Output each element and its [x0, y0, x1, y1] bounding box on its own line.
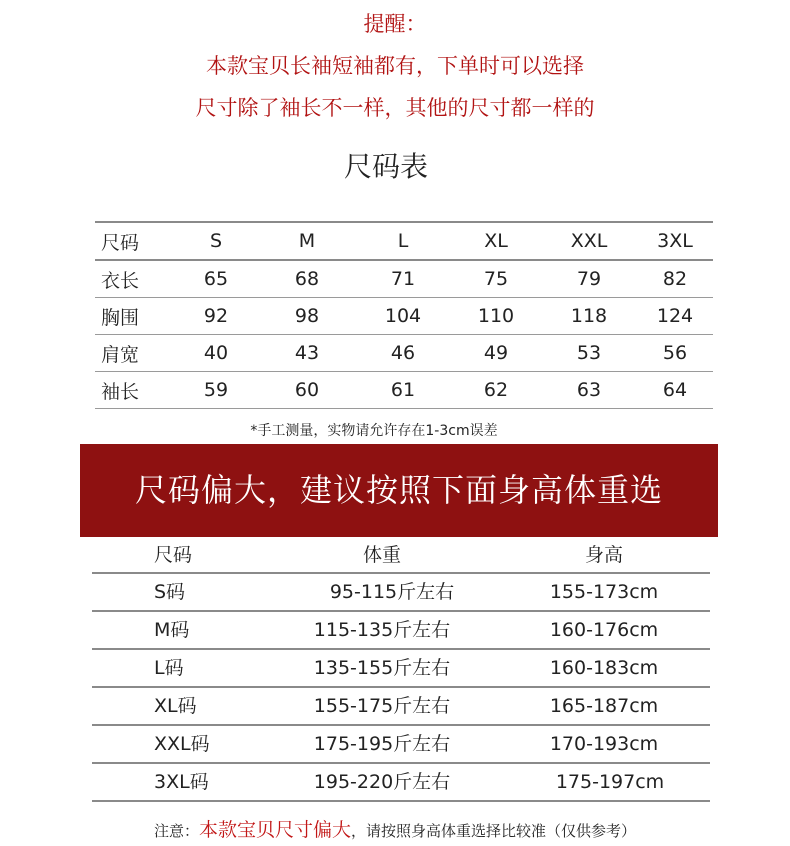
weight-table-header-row	[92, 538, 710, 572]
size-chart-title: 尺码表	[343, 150, 428, 183]
row-label: 衣长	[101, 269, 140, 292]
header-cell: 3XL	[657, 230, 693, 252]
height-cell: 155-173cm	[549, 581, 659, 603]
footnote-prefix: 注意：	[153, 822, 199, 840]
table-rule	[95, 408, 713, 409]
table-cell: 82	[662, 268, 688, 290]
table-cell: 61	[390, 379, 416, 401]
table-cell: 59	[203, 379, 229, 401]
table-cell: 56	[662, 342, 688, 364]
weight-cell: 115-135斤左右	[313, 619, 451, 641]
height-cell: 175-197cm	[555, 771, 665, 793]
table-row	[95, 372, 713, 408]
reminder-line-2: 尺寸除了袖长不一样，其他的尺寸都一样的	[195, 96, 595, 120]
header-cell: 尺码	[101, 231, 140, 254]
size-cell: XL码	[154, 695, 197, 717]
reminder-line-1: 本款宝贝长袖短袖都有，下单时可以选择	[206, 54, 584, 78]
header-cell: XL	[484, 230, 508, 252]
footnote-highlight: 本款宝贝尺寸偏大	[198, 819, 351, 841]
table-cell: 60	[294, 379, 320, 401]
weight-cell: 175-195斤左右	[313, 733, 451, 755]
height-cell: 160-183cm	[549, 657, 659, 679]
header-cell: 尺码	[154, 544, 193, 566]
size-cell: M码	[154, 619, 190, 641]
size-chart-header-row	[95, 223, 713, 259]
size-cell: S码	[154, 581, 186, 603]
table-cell: 64	[662, 379, 688, 401]
size-cell: XXL码	[154, 733, 210, 755]
row-label: 袖长	[101, 380, 140, 403]
weight-cell: 135-155斤左右	[313, 657, 451, 679]
table-row	[95, 298, 713, 334]
table-row	[92, 612, 710, 648]
table-cell: 75	[483, 268, 509, 290]
table-cell: 110	[477, 305, 515, 327]
table-cell: 118	[570, 305, 608, 327]
row-label: 胸围	[101, 306, 140, 329]
height-cell: 165-187cm	[549, 695, 659, 717]
weight-cell: 195-220斤左右	[313, 771, 451, 793]
weight-cell: 95-115斤左右	[329, 581, 455, 603]
size-advice-banner	[80, 444, 718, 537]
size-footnote	[0, 815, 790, 842]
table-cell: 49	[483, 342, 509, 364]
weight-cell: 155-175斤左右	[313, 695, 451, 717]
table-row	[92, 688, 710, 724]
header-cell: 体重	[362, 544, 401, 566]
weight-height-table	[92, 538, 710, 802]
table-row	[92, 764, 710, 800]
header-cell: XXL	[570, 230, 608, 252]
table-row	[92, 726, 710, 762]
table-cell: 71	[390, 268, 416, 290]
table-cell: 124	[656, 305, 694, 327]
table-cell: 65	[203, 268, 229, 290]
table-row	[95, 335, 713, 371]
height-cell: 170-193cm	[549, 733, 659, 755]
table-cell: 68	[294, 268, 320, 290]
header-cell: L	[397, 230, 409, 252]
table-cell: 43	[294, 342, 320, 364]
header-cell: 身高	[584, 544, 623, 566]
table-cell: 46	[390, 342, 416, 364]
table-cell: 79	[576, 268, 602, 290]
measurement-note: *手工测量，实物请允许存在1-3cm误差	[250, 423, 498, 439]
table-cell: 62	[483, 379, 509, 401]
table-cell: 40	[203, 342, 229, 364]
table-cell: 63	[576, 379, 602, 401]
size-chart-table	[95, 221, 713, 409]
header-cell: M	[298, 230, 316, 252]
header-cell: S	[209, 230, 223, 252]
row-label: 肩宽	[101, 343, 140, 366]
table-cell: 53	[576, 342, 602, 364]
table-row	[92, 650, 710, 686]
table-rule	[92, 800, 710, 802]
footnote-suffix: ，请按照身高体重选择比较准（仅供参考）	[351, 822, 637, 840]
reminder-title: 提醒：	[363, 12, 427, 36]
table-cell: 104	[384, 305, 422, 327]
table-row	[95, 261, 713, 297]
size-cell: L码	[154, 657, 184, 679]
table-cell: 92	[203, 305, 229, 327]
size-cell: 3XL码	[154, 771, 209, 793]
height-cell: 160-176cm	[549, 619, 659, 641]
banner-text: 尺码偏大，建议按照下面身高体重选	[134, 471, 663, 509]
table-cell: 98	[294, 305, 320, 327]
table-row	[92, 574, 710, 610]
